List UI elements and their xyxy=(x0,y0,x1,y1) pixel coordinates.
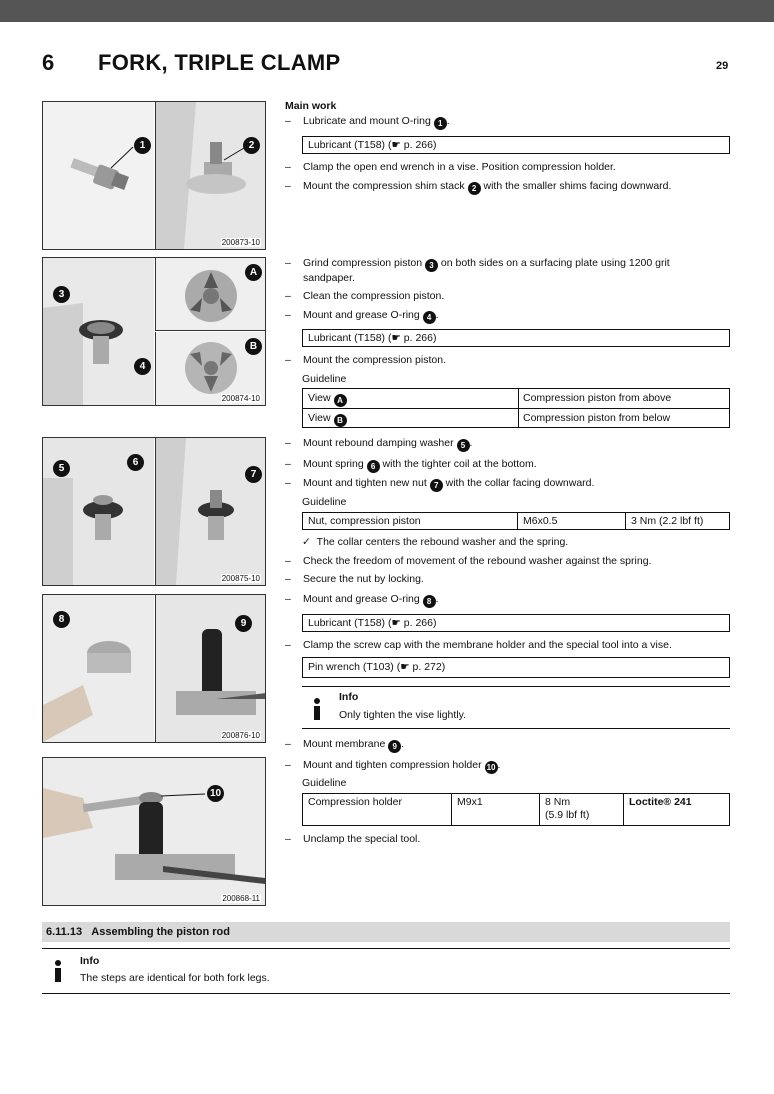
view-label: View xyxy=(308,392,331,404)
holder-thread: M9x1 xyxy=(451,794,539,825)
ref-badge: 1 xyxy=(434,117,447,130)
info-text: The steps are identical for both fork legs. xyxy=(80,972,270,984)
top-bar xyxy=(0,0,774,22)
info-icon xyxy=(311,698,323,720)
ref-badge: B xyxy=(334,414,347,427)
view-table xyxy=(302,388,730,428)
ref-badge: 2 xyxy=(468,182,481,195)
step-text: Mount and grease O-ring xyxy=(303,593,420,605)
step-text: Mount membrane xyxy=(303,738,386,750)
info-rule-bottom xyxy=(42,993,730,994)
valve-part-illustration xyxy=(43,102,154,249)
figure-1 xyxy=(42,101,266,250)
callout-7: 7 xyxy=(245,466,262,483)
step-text: Clamp the screw cap with the membrane holder and the special tool into a vise. xyxy=(303,639,672,651)
info-icon xyxy=(52,960,64,982)
step-text: with the tighter coil at the bottom. xyxy=(382,458,537,470)
section-title: Assembling the piston rod xyxy=(91,926,230,938)
compression-piston-assembly-illustration xyxy=(43,258,154,405)
figure-5 xyxy=(42,757,266,906)
step-text: sandpaper. xyxy=(303,272,355,284)
ref-badge: 8 xyxy=(423,595,436,608)
info-rule-bottom xyxy=(302,728,730,729)
info-title: Info xyxy=(339,691,359,703)
figure-photo xyxy=(43,258,154,405)
info-text: Only tighten the vise lightly. xyxy=(339,709,467,721)
ref-badge: A xyxy=(334,394,347,407)
ref-badge: 7 xyxy=(430,479,443,492)
callout-2: 2 xyxy=(243,137,260,154)
figure-photo xyxy=(155,438,265,585)
box-text: Lubricant (T158) (☛ p. 266) xyxy=(308,332,437,344)
nut-thread: M6x0.5 xyxy=(517,513,625,529)
chapter-title: FORK, TRIPLE CLAMP xyxy=(98,50,341,75)
holder-name: Compression holder xyxy=(308,796,402,808)
torque-lbf: (5.9 lbf ft) xyxy=(545,809,590,821)
compression-holder-illustration xyxy=(156,102,265,249)
nut-torque-table xyxy=(302,512,730,530)
ref-badge: 4 xyxy=(423,311,436,324)
figure-code: 200868-11 xyxy=(222,894,260,903)
step-text: Mount and tighten new nut xyxy=(303,477,427,489)
lubricant-box xyxy=(302,329,730,347)
callout-4: 4 xyxy=(134,358,151,375)
figure-2 xyxy=(42,257,266,406)
figure-3 xyxy=(42,437,266,586)
nut-illustration xyxy=(156,438,265,585)
section-heading xyxy=(42,922,730,942)
figure-4 xyxy=(42,594,266,743)
callout-9: 9 xyxy=(235,615,252,632)
section-number: 6.11.13 xyxy=(46,926,83,938)
info-rule-top xyxy=(302,686,730,687)
box-text: Pin wrench (T103) (☛ p. 272) xyxy=(308,661,446,673)
check-result xyxy=(302,536,568,549)
callout-a: A xyxy=(245,264,262,281)
checkmark-icon: ✓ xyxy=(302,536,311,548)
figure-code: 200876-10 xyxy=(221,731,260,740)
step-text: with the smaller shims facing downward. xyxy=(483,180,672,192)
guideline-label: Guideline xyxy=(302,777,347,789)
callout-8: 8 xyxy=(53,611,70,628)
callout-b: B xyxy=(245,338,262,355)
check-text: The collar centers the rebound washer and the spring. xyxy=(316,536,569,548)
holder-torque xyxy=(539,794,623,825)
step-text: on both sides on a surfacing plate using 1200 grit xyxy=(440,257,670,269)
nut-name: Nut, compression piston xyxy=(308,515,421,527)
step-text: Check the freedom of movement of the rebound washer against the spring. xyxy=(303,555,652,567)
figure-code: 200875-10 xyxy=(221,574,260,583)
callout-1: 1 xyxy=(134,137,151,154)
guideline-label: Guideline xyxy=(302,373,347,385)
step-text: Grind compression piston xyxy=(303,257,423,269)
ref-badge: 6 xyxy=(367,460,380,473)
step-text: Mount the compression piston. xyxy=(303,354,446,366)
ref-badge: 3 xyxy=(425,259,438,272)
holder-adhesive: Loctite® 241 xyxy=(623,794,729,825)
figure-photo xyxy=(43,758,265,905)
callout-3: 3 xyxy=(53,286,70,303)
step-text: Lubricate and mount O-ring xyxy=(303,115,431,127)
nut-torque: 3 Nm (2.2 lbf ft) xyxy=(625,513,729,529)
torque-nm: 8 Nm xyxy=(545,796,571,808)
step-text: with the collar facing downward. xyxy=(445,477,595,489)
step-text: Secure the nut by locking. xyxy=(303,573,424,585)
callout-5: 5 xyxy=(53,460,70,477)
guideline-label: Guideline xyxy=(302,496,347,508)
ref-badge: 9 xyxy=(388,740,401,753)
callout-6: 6 xyxy=(127,454,144,471)
page-number: 29 xyxy=(716,60,729,72)
figure-code: 200874-10 xyxy=(221,394,260,403)
chapter-number: 6 xyxy=(42,50,55,75)
callout-10: 10 xyxy=(207,785,224,802)
figure-code: 200873-10 xyxy=(221,238,260,247)
holder-torque-table xyxy=(302,793,730,826)
figure-photo xyxy=(155,102,265,249)
step-text: Mount rebound damping washer xyxy=(303,437,454,449)
view-value: Compression piston from below xyxy=(523,412,671,424)
lubricant-box xyxy=(302,136,730,154)
view-value: Compression piston from above xyxy=(523,392,672,404)
step-text: Mount and grease O-ring xyxy=(303,309,420,321)
ref-badge: 5 xyxy=(457,439,470,452)
step-text: Clamp the open end wrench in a vise. Position compression holder. xyxy=(303,161,616,173)
info-title: Info xyxy=(80,955,100,967)
main-work-heading: Main work xyxy=(285,100,337,112)
step-text: Mount and tighten compression holder xyxy=(303,759,482,771)
view-label: View xyxy=(308,412,331,424)
box-text: Lubricant (T158) (☛ p. 266) xyxy=(308,617,437,629)
ref-badge: 10 xyxy=(485,761,498,774)
step-text: Unclamp the special tool. xyxy=(303,833,421,845)
compression-holder-vise-illustration xyxy=(43,758,265,905)
lubricant-box xyxy=(302,614,730,632)
step-text: Mount the compression shim stack xyxy=(303,180,465,192)
box-text: Lubricant (T158) (☛ p. 266) xyxy=(308,139,437,151)
step-text: Clean the compression piston. xyxy=(303,290,445,302)
info-rule-top xyxy=(42,948,730,949)
tool-box xyxy=(302,657,730,678)
step-text: Mount spring xyxy=(303,458,364,470)
figure-photo xyxy=(43,102,154,249)
